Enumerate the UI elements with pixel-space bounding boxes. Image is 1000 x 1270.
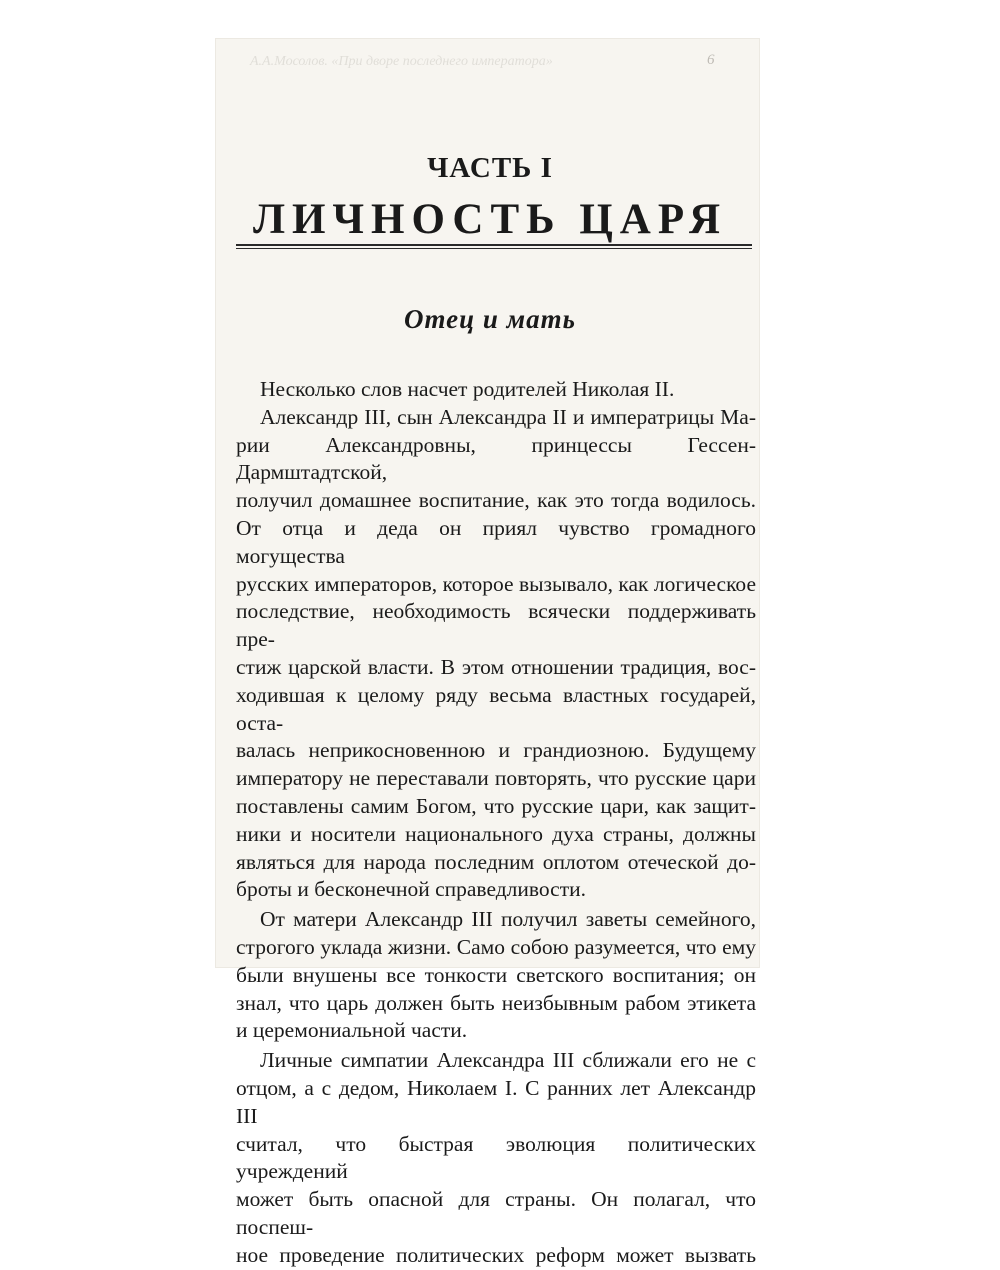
paragraph bbox=[236, 906, 756, 1045]
title-rule-thin bbox=[236, 248, 752, 249]
text-line: От отца и деда он приял чувство громадного могущества bbox=[236, 515, 756, 568]
text-line: ходившая к целому ряду весьма властных государей, оста- bbox=[236, 682, 756, 735]
text-line: отцом, а с дедом, Николаем I. С ранних лет Александр III bbox=[236, 1075, 756, 1128]
text-line: и церемониальной части. bbox=[236, 1018, 468, 1043]
text-line: считал, что быстрая эволюция политических учреждений bbox=[236, 1131, 756, 1184]
text-line: русских императоров, которое вызывало, как логическое bbox=[236, 571, 756, 596]
text-line: валась неприкосновенною и грандиозною. Будущему bbox=[236, 738, 756, 763]
section-title: Отец и мать bbox=[404, 304, 576, 334]
text-line: ное проведение политических реформ может вызвать bbox=[236, 1242, 756, 1267]
text-line: получил домашнее воспитание, как это тогда водилось. bbox=[236, 488, 756, 513]
text-line: последствие, необходимость всячески поддерживать пре- bbox=[236, 599, 756, 652]
page-number: 6 bbox=[707, 52, 715, 68]
body-text bbox=[236, 376, 756, 1270]
paragraph bbox=[236, 404, 756, 904]
part-title: ЛИЧНОСТЬ ЦАРЯ bbox=[252, 196, 728, 243]
running-head: А.А.Мосолов. «При дворе последнего императора» bbox=[250, 54, 553, 69]
text-line: рии Александровны, принцессы Гессен-Дармштадтской, bbox=[236, 432, 756, 485]
text-line: стиж царской власти. В этом отношении традиция, вос- bbox=[236, 654, 756, 679]
paragraph bbox=[236, 1047, 756, 1269]
text-line: строгого уклада жизни. Само собою разумеется, что ему bbox=[236, 934, 756, 959]
text-line: императору не переставали повторять, что русские цари bbox=[236, 766, 756, 791]
text-line: были внушены все тонкости светского воспитания; он bbox=[236, 962, 756, 987]
text-line: знал, что царь должен быть неизбывным рабом этикета bbox=[236, 990, 756, 1015]
text-line: Несколько слов насчет родителей Николая II. bbox=[260, 377, 675, 401]
text-line: поставлены самим Богом, что русские цари, как защит- bbox=[236, 793, 756, 818]
text-line: От матери Александр III получил заветы семейного, bbox=[260, 907, 756, 932]
part-label: ЧАСТЬ I bbox=[427, 152, 553, 184]
text-line: броты и бесконечной справедливости. bbox=[236, 877, 587, 902]
text-line: являться для народа последним оплотом отеческой до- bbox=[236, 849, 756, 874]
text-line: ники и носители национального духа страны, должны bbox=[236, 821, 756, 846]
text-line: Александр III, сын Александра II и императрицы Ма- bbox=[260, 404, 756, 429]
paragraph bbox=[236, 376, 756, 404]
text-line: может быть опасной для страны. Он полагал, что поспеш- bbox=[236, 1187, 756, 1239]
text-line: Личные симпатии Александра III сближали его не с bbox=[260, 1048, 756, 1073]
title-rule-thick bbox=[236, 244, 752, 246]
